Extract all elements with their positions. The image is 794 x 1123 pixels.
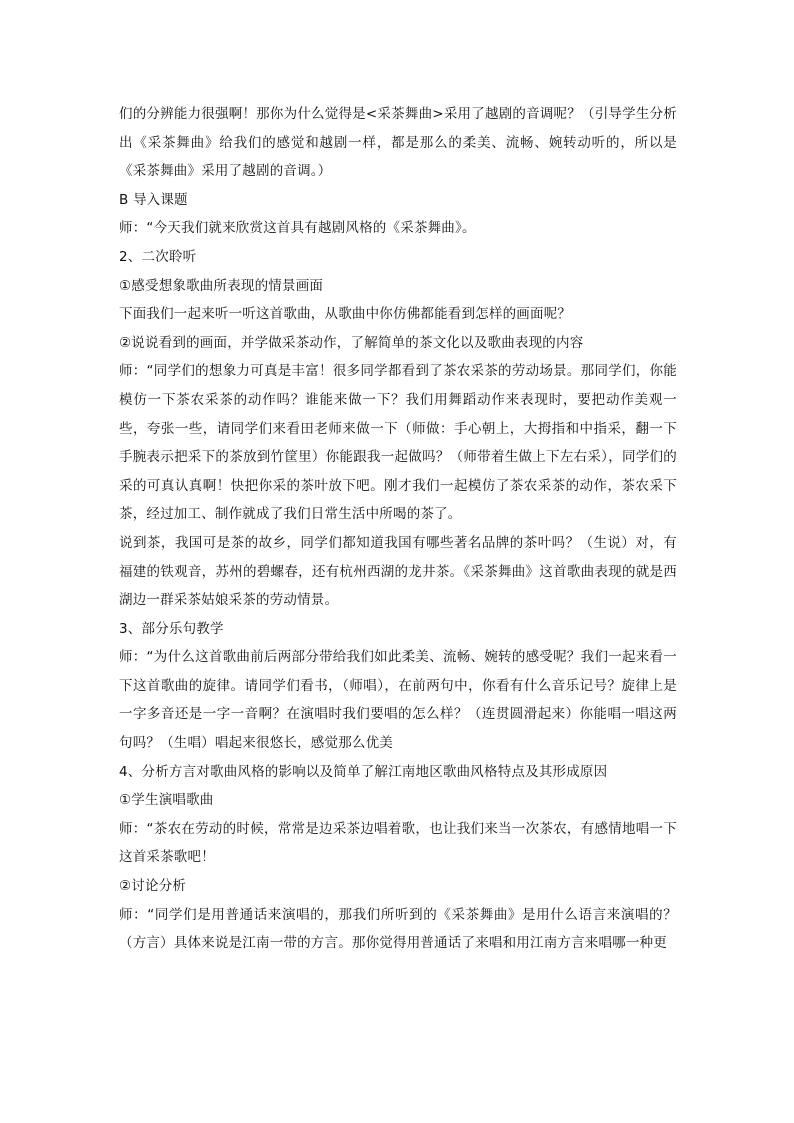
paragraph-teacher-tea-picking: 师：“同学们的想象力可真是丰富！很多同学都看到了茶农采茶的劳动场景。那同学们，你能模仿一下茶农采茶的动作吗？谁能来做一下？我们用舞蹈动作来表现时，要把动作美观一些，夸张一些，请同学们来看田老师来做一下（师做：手心朝上，大拇指和中指采，翻一下手腕表示把采下的茶放到竹筐里）你能跟我一起做吗？（师带着生做上下左右采），同学们的采的可真认真啊！快把你采的茶叶放下吧。刚才我们一起模仿了茶农采茶的动作，茶农采下茶，经过加工、制作就成了我们日常生活中所喝的茶了。	[119, 363, 677, 523]
paragraph-intro-yueju: 们的分辨能力很强啊！那你为什么觉得是<采茶舞曲>采用了越剧的音调呢？（引导学生分析出《采茶舞曲》给我们的感觉和越剧一样，都是那么的柔美、流畅、婉转动听的，所以是《采茶舞曲》采用了越剧的音调。）	[119, 106, 677, 180]
heading-b-import-topic: B 导入课题	[119, 191, 188, 208]
paragraph-famous-teas: 说到茶，我国可是茶的故乡，同学们都知道我国有哪些著名品牌的茶叶吗？（生说）对，有福建的铁观音，苏州的碧螺春，还有杭州西湖的龙井茶。《采茶舞曲》这首歌曲表现的就是西湖边一群采茶姑娘采茶的劳动情景。	[119, 534, 677, 609]
heading-phrase-teaching: 3、部分乐句教学	[119, 620, 224, 637]
heading-dialect-analysis: 4、分析方言对歌曲风格的影响以及简单了解江南地区歌曲风格特点及其形成原因	[119, 763, 608, 780]
step-tea-picking-action: ②说说看到的画面，并学做采茶动作，了解简单的茶文化以及歌曲表现的内容	[119, 334, 584, 351]
document-body	[119, 100, 677, 958]
step-student-singing: ①学生演唱歌曲	[119, 792, 214, 809]
step-discussion: ②讨论分析	[119, 878, 187, 895]
paragraph-teacher-sing: 师：“茶农在劳动的时候，常常是边采茶边唱着歌，也让我们来当一次茶农，有感情地唱一下这首采茶歌吧！	[119, 820, 677, 866]
step-imagine-scene: ①感受想象歌曲所表现的情景画面	[119, 277, 324, 294]
paragraph-listen-question: 下面我们一起来听一听这首歌曲，从歌曲中你仿佛都能看到怎样的画面呢？	[119, 306, 572, 323]
paragraph-teacher-dialect: 师：“同学们是用普通话来演唱的，那我们所听到的《采茶舞曲》是用什么语言来演唱的？（方言）具体来说是江南一带的方言。那你觉得用普通话了来唱和用江南方言来唱哪一种更	[119, 906, 677, 952]
heading-second-listening: 2、二次聆听	[119, 248, 197, 265]
paragraph-teacher-melody: 师：“为什么这首歌曲前后两部分带给我们如此柔美、流畅、婉转的感受呢？我们一起来看一下这首歌曲的旋律。请同学们看书，（师唱），在前两句中，你看有什么音乐记号？旋律上是一字多音还是一字一音啊？在演唱时我们要唱的怎么样？（连贯圆滑起来）你能唱一唱这两句吗？（生唱）唱起来很悠长，感觉那么优美	[119, 649, 677, 752]
paragraph-teacher-intro: 师：“今天我们就来欣赏这首具有越剧风格的《采茶舞曲》。	[119, 220, 476, 237]
